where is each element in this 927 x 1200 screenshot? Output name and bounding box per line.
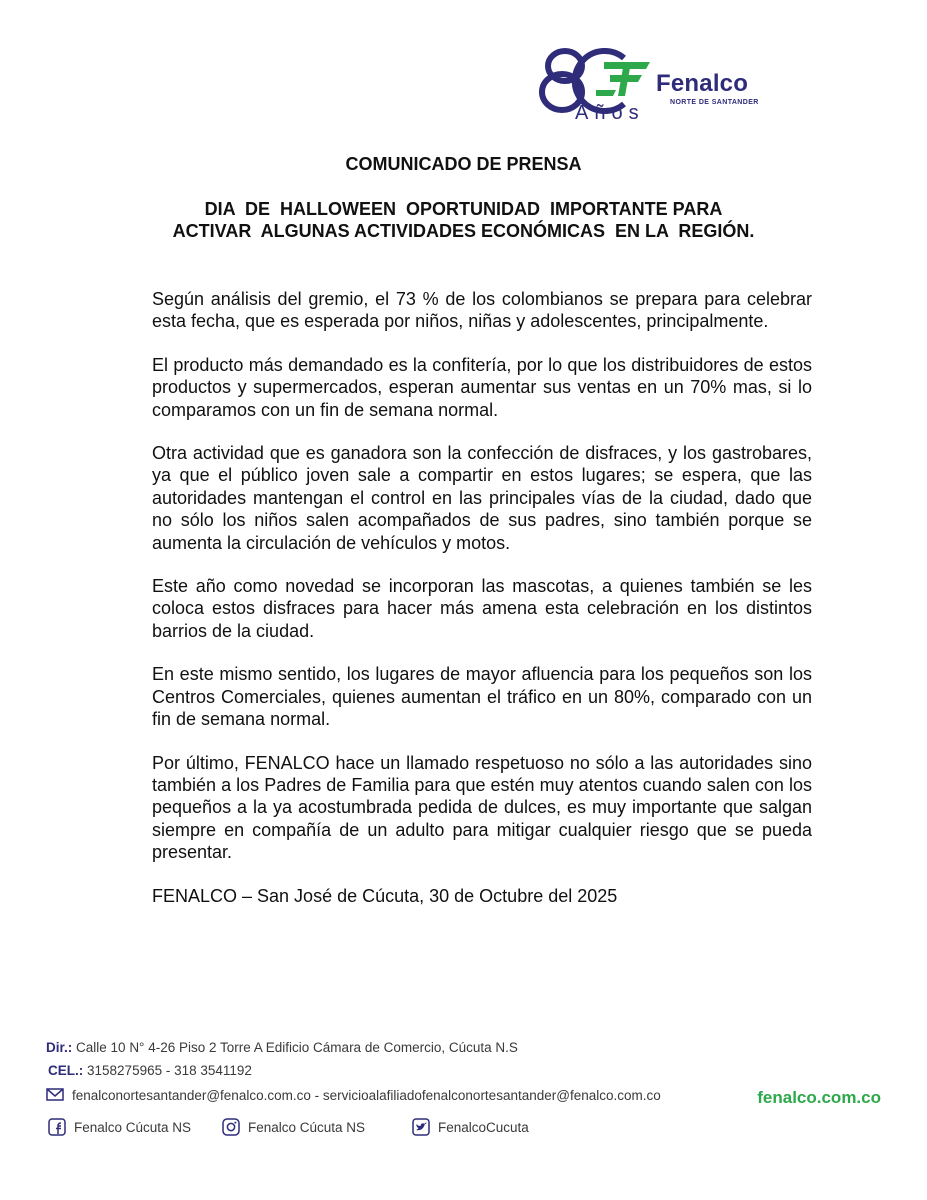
logo-subtitle: NORTE DE SANTANDER (670, 99, 759, 106)
address-text: Calle 10 N° 4-26 Piso 2 Torre A Edificio Cámara de Comercio, Cúcuta N.S (76, 1040, 518, 1055)
body-paragraph-4: Este año como novedad se incorporan las mascotas, a quienes también se les coloca estos disfraces para hacer más amena esta celebración en los distintos barrios de la ciudad. (152, 576, 812, 641)
body-paragraph-2: El producto más demandado es la confitería, por lo que los distribuidores de estos productos y supermercados, esperan aumentar sus ventas en un 70% mas, si lo comparamos con un fin de semana normal. (152, 354, 812, 420)
headline (0, 198, 927, 242)
address-label: Dir.: (46, 1040, 73, 1055)
footer-instagram[interactable]: Fenalco Cúcuta NS (248, 1120, 366, 1135)
website-link[interactable]: fenalco.com.co (757, 1088, 881, 1107)
instagram-icon (222, 1118, 240, 1136)
footer-address (46, 1040, 518, 1055)
press-release-label: COMUNICADO DE PRENSA (345, 154, 582, 174)
footer-phones (48, 1063, 252, 1078)
footer-emails[interactable]: fenalconortesantander@fenalco.com.co - servicioalafiliadofenalconortesantander@fenalco.com.co (72, 1088, 661, 1103)
logo-years-label: Años (575, 102, 645, 124)
fenalco-80-logo (538, 44, 778, 126)
signature-line: FENALCO – San José de Cúcuta, 30 de Octubre del 2025 (152, 885, 618, 906)
phone-numbers: 3158275965 - 318 3541192 (87, 1063, 252, 1078)
phone-label: CEL.: (48, 1063, 84, 1078)
footer-facebook[interactable]: Fenalco Cúcuta NS (74, 1120, 192, 1135)
headline-line-2: ACTIVAR ALGUNAS ACTIVIDADES ECONÓMICAS EN LA REGIÓN. (172, 221, 755, 241)
press-body (152, 288, 812, 928)
body-paragraph-6: Por último, FENALCO hace un llamado respetuoso no sólo a las autoridades sino también a los Padres de Familia para que estén muy atentos cuando salen con los pequeños a la ya acostumbrada pedida de dulces, es muy importante que salgan siempre en compañía de un adulto para mitigar cualquier riesgo que se pueda presentar. (152, 752, 812, 863)
footer-twitter[interactable]: FenalcoCucuta (438, 1120, 529, 1135)
email-icon (46, 1086, 64, 1104)
body-paragraph-5: En este mismo sentido, los lugares de mayor afluencia para los pequeños son los Centros Comerciales, quienes aumentan el tráfico en un 80%, comparado con un fin de semana normal. (152, 664, 812, 730)
body-paragraph-3: Otra actividad que es ganadora son la confección de disfraces, y los gastrobares, ya que el público joven sale a compartir en estos lugares; se espera, que las autoridades mantengan el control en las principales vías de la ciudad, dado que no sólo los niños salen acompañados de sus padres, sino también porque se aumenta la circulación de vehículos y motos. (152, 443, 812, 553)
logo-brand-name: Fenalco (656, 70, 749, 97)
headline-line-1: DIA DE HALLOWEEN OPORTUNIDAD IMPORTANTE PARA (204, 199, 723, 219)
twitter-icon (412, 1118, 430, 1136)
facebook-icon (48, 1118, 66, 1136)
body-paragraph-1: Según análisis del gremio, el 73 % de los colombianos se prepara para celebrar esta fecha, que es esperada por niños, niñas y adolescentes, principalmente. (152, 289, 812, 332)
